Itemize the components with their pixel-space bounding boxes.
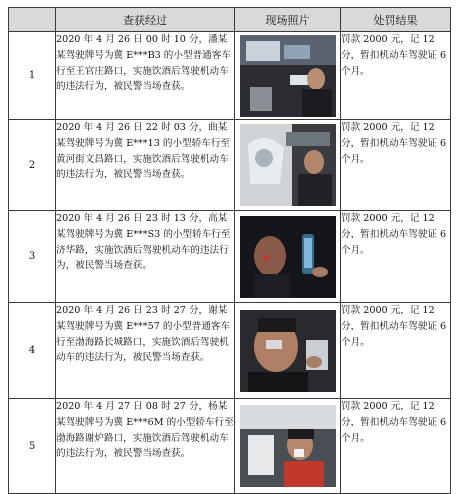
scene-photo-cell <box>235 303 341 399</box>
table-row <box>9 120 451 211</box>
header-no <box>9 8 56 32</box>
scene-photo <box>240 35 336 117</box>
row-result: 罚款 2000 元，记 12 分，暂扣机动车驾驶证 6 个月。 <box>341 399 451 494</box>
row-result: 罚款 2000 元，记 12 分，暂扣机动车驾驶证 6 个月。 <box>341 32 451 120</box>
scene-photo <box>240 405 336 487</box>
row-result: 罚款 2000 元，记 12 分，暂扣机动车驾驶证 6 个月。 <box>341 303 451 399</box>
row-number: 4 <box>9 303 56 399</box>
row-number: 2 <box>9 120 56 211</box>
header-result: 处罚结果 <box>341 8 451 32</box>
scene-photo-cell <box>235 120 341 211</box>
row-number: 1 <box>9 32 56 120</box>
violation-table <box>8 7 451 494</box>
row-number: 5 <box>9 399 56 494</box>
row-description: 2020 年 4 月 26 日 22 时 03 分，曲某某驾驶牌号为冀 E***13 的小型轿车行至黄河街文昌路口，实施饮酒后驾驶机动车的违法行为，被民警当场查获。 <box>56 120 235 211</box>
scene-photo-cell <box>235 399 341 494</box>
scene-photo <box>240 310 336 392</box>
table-row <box>9 32 451 120</box>
header-desc: 查获经过 <box>56 8 235 32</box>
table-row <box>9 399 451 494</box>
row-description: 2020 年 4 月 26 日 23 时 27 分，谢某某驾驶牌号为冀 E***57 的小型普通客车行至渤海路长城路口，实施饮酒后驾驶机动车的违法行为，被民警当场查获。 <box>56 303 235 399</box>
row-description: 2020 年 4 月 26 日 00 时 10 分，潘某某驾驶牌号为冀 E***B3 的小型普通客车行至王官庄路口，实施饮酒后驾驶机动车的违法行为，被民警当场查获。 <box>56 32 235 120</box>
scene-photo-cell <box>235 32 341 120</box>
header-row <box>9 8 451 32</box>
row-number: 3 <box>9 211 56 303</box>
scene-photo-cell <box>235 211 341 303</box>
row-result: 罚款 2000 元，记 12 分，暂扣机动车驾驶证 6 个月。 <box>341 120 451 211</box>
row-result: 罚款 2000 元，记 12 分，暂扣机动车驾驶证 6 个月。 <box>341 211 451 303</box>
table-row <box>9 211 451 303</box>
row-description: 2020 年 4 月 27 日 08 时 27 分，杨某某驾驶牌号为冀 E***6M 的小型轿车行至渤海路谢炉路口，实施饮酒后驾驶机动车的违法行为，被民警当场查获。 <box>56 399 235 494</box>
table-row <box>9 303 451 399</box>
row-description: 2020 年 4 月 26 日 23 时 13 分，高某某驾驶牌号为冀 E***S3 的小型轿车行至济华路，实施饮酒后驾驶机动车的违法行为，被民警当场查获。 <box>56 211 235 303</box>
scene-photo <box>240 124 336 206</box>
scene-photo <box>240 216 336 298</box>
header-photo: 现场照片 <box>235 8 341 32</box>
